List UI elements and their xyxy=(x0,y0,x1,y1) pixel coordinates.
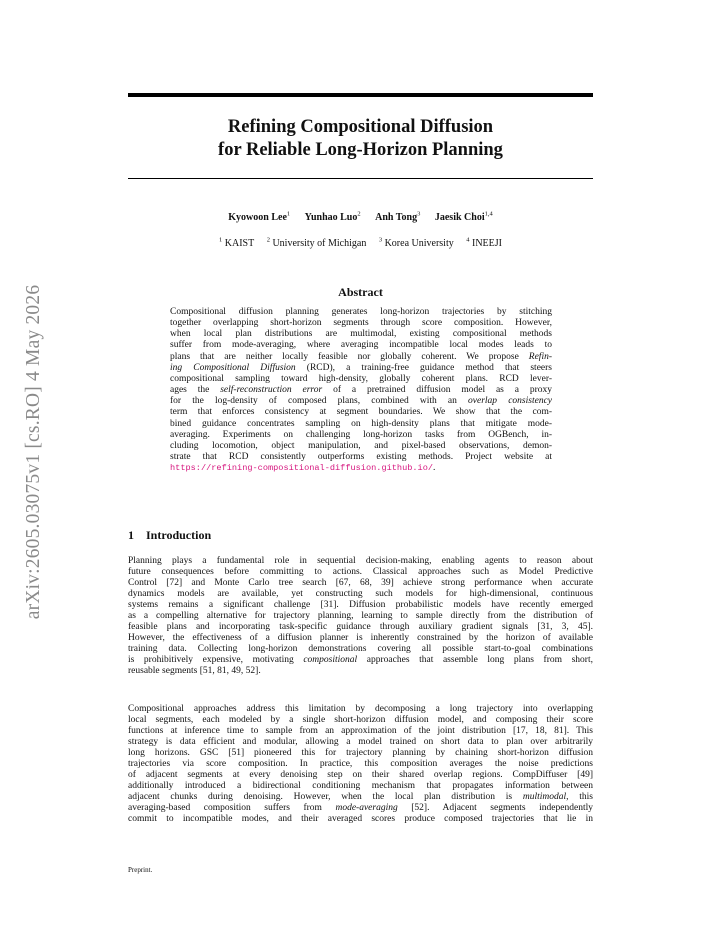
abstract-line: Compositional diffusion planning generates long-horizon trajectories by stitching xyxy=(170,307,552,317)
paragraph-line: systems remains a significant challenge [31]. Diffusion probabilistic models have recently emerged xyxy=(128,599,593,610)
abstract-line: bined guidance concentrates sampling on high-density plans that mitigate mode- xyxy=(170,418,552,429)
abstract-line xyxy=(170,352,552,363)
abstract-emphasis: Refin- xyxy=(528,351,552,362)
title-line-1: Refining Compositional Diffusion xyxy=(227,117,494,137)
paragraph-line: long horizons. GSC [51] pioneered this for trajectory planning by chaining short-horizon diffusion xyxy=(128,747,593,758)
abstract-text: (RCD), a training-free guidance method that steers xyxy=(295,362,552,373)
abstract-line: term that enforces consistency at segment boundaries. We show that the com- xyxy=(170,407,552,418)
affiliation-list xyxy=(128,237,593,249)
abstract-emphasis: self-reconstruction error xyxy=(220,385,323,396)
paragraph-text: is prohibitively expensive, motivating xyxy=(128,654,304,665)
arxiv-sidebar xyxy=(0,0,60,932)
author-affil-mark: 3 xyxy=(417,211,421,218)
abstract-line: strate that RCD consistently outperforms existing methods. Project website at xyxy=(170,452,552,463)
author xyxy=(375,212,420,223)
author xyxy=(305,212,361,223)
section-title: Introduction xyxy=(146,528,212,542)
paragraph-line: Control [72] and Monte Carlo tree search [67, 68, 39] achieve strong performance when accurate xyxy=(128,577,593,588)
affil-name: Korea University xyxy=(384,238,454,250)
affil-mark: 3 xyxy=(378,237,383,244)
abstract-line: cluding locomotion, object manipulation, and pixel-based observations, demon- xyxy=(170,440,552,451)
intro-paragraph-1 xyxy=(128,556,593,676)
author-name: Kyowoon Lee xyxy=(228,212,287,224)
abstract-text: . xyxy=(433,463,436,474)
paragraph-line: trajectories via score composition. In practice, this composition averages the noise predictions xyxy=(128,758,593,769)
affiliation xyxy=(379,238,454,249)
author xyxy=(435,212,493,223)
paragraph-line: strategy is data efficient and modular, allowing a model trained on short data to plan over arbitrarily xyxy=(128,736,593,747)
author xyxy=(228,212,290,223)
abstract-text: plans that are neither locally feasible nor globally coherent. We propose xyxy=(170,351,529,362)
section-heading xyxy=(128,528,211,543)
abstract-text: ages the xyxy=(170,385,221,396)
author-name: Anh Tong xyxy=(375,212,418,224)
paragraph-text: [52]. Adjacent segments independently xyxy=(397,802,593,813)
preprint-footer: Preprint. xyxy=(128,866,153,874)
section-number: 1 xyxy=(128,528,134,542)
paragraph-line: additionally introduced a bidirectional conditioning mechanism that propagates information between xyxy=(128,780,593,791)
intro-paragraph-2 xyxy=(128,704,593,824)
author-affil-mark: 1 xyxy=(286,211,291,218)
paragraph-line: feasible plans and incorporating task-specific guidance through auxiliary gradient signals [31, 3, 45]. xyxy=(128,621,593,632)
paragraph-text: approaches that assemble long plans from short, xyxy=(357,654,593,665)
abstract-line: when local plan distributions are multimodal, existing compositional methods xyxy=(170,329,552,340)
abstract-body xyxy=(170,307,552,474)
paragraph-line: reusable segments [51, 81, 49, 52]. xyxy=(128,665,261,676)
paragraph-emphasis: compositional xyxy=(303,654,358,665)
affil-mark: 2 xyxy=(266,237,270,244)
paragraph-emphasis: mode-averaging xyxy=(335,802,398,813)
paragraph-line: functions at inference time to sample from an approximation of the joint distribution [17, 18, 81]. This xyxy=(128,725,593,736)
paragraph-line: Planning plays a fundamental role in sequential decision-making, enabling agents to reason about xyxy=(128,556,593,566)
author-affil-mark: 2 xyxy=(357,211,361,218)
affiliation xyxy=(267,238,367,249)
affil-mark: 1 xyxy=(219,237,223,244)
paragraph-text: , this xyxy=(566,791,593,802)
paragraph-line xyxy=(128,792,593,803)
affiliation xyxy=(466,238,502,249)
affil-name: INEEJI xyxy=(471,238,502,250)
title-line-2: for Reliable Long-Horizon Planning xyxy=(218,140,503,160)
abstract-line xyxy=(170,363,552,374)
paragraph-emphasis: multimodal xyxy=(522,791,567,802)
arxiv-identifier[interactable]: arXiv:2605.03075v1 [cs.RO] 4 May 2026 xyxy=(23,284,44,620)
paragraph-line: of adjacent segments at every denoising step on their shared overlap regions. CompDiffuser [49] xyxy=(128,769,593,780)
author-name: Yunhao Luo xyxy=(304,212,358,224)
abstract-line: compositional sampling toward high-density, globally coherent plans. RCD lever- xyxy=(170,373,552,384)
paragraph-line: training data. Collecting long-horizon demonstrations covering all possible start-to-goal combinations xyxy=(128,643,593,654)
affiliation xyxy=(219,238,254,249)
paragraph-line xyxy=(128,655,593,666)
author-name: Jaesik Choi xyxy=(434,212,485,224)
paragraph-line: dynamics models are available, yet constructing such models for high-dimensional, continuous xyxy=(128,588,593,599)
abstract-text: of a pretrained diffusion model as a proxy xyxy=(322,385,552,396)
paragraph-line: as a compelling alternative for trajectory planning, learning to sample directly from the distribution of xyxy=(128,610,593,621)
affil-mark: 4 xyxy=(466,237,470,244)
abstract-line: together overlapping short-horizon segments through score composition. However, xyxy=(170,318,552,329)
paper-title xyxy=(128,116,593,162)
abstract-emphasis: overlap consistency xyxy=(468,396,552,407)
paragraph-line: local segments, each modeled by a single short-horizon diffusion model, and composing their score xyxy=(128,714,593,725)
abstract-line xyxy=(170,396,552,407)
abstract-line: suffer from mode-averaging, where averaging incompatible local modes leads to xyxy=(170,340,552,351)
abstract-emphasis: ing Compositional Diffusion xyxy=(170,362,296,373)
paragraph-line: commit to incompatible modes, and their averaged scores produce composed trajectories that lie in xyxy=(128,813,593,824)
title-bottom-rule xyxy=(128,178,593,179)
affil-name: KAIST xyxy=(224,238,255,250)
abstract-heading: Abstract xyxy=(338,285,383,299)
author-list xyxy=(128,211,593,223)
paragraph-line: future consequences before committing to actions. Classical approaches such as Model Predictive xyxy=(128,566,593,577)
project-website-link[interactable]: https://refining-compositional-diffusion.github.io/ xyxy=(170,463,434,474)
abstract-line xyxy=(170,463,552,474)
author-affil-mark: 1,4 xyxy=(484,211,493,218)
abstract-line xyxy=(170,385,552,396)
paragraph-line: Compositional approaches address this limitation by decomposing a long trajectory into overlapping xyxy=(128,704,593,714)
affil-name: University of Michigan xyxy=(272,238,367,250)
abstract-text: for the log-density of composed plans, combined with an xyxy=(170,396,469,407)
paragraph-line xyxy=(128,803,593,814)
abstract-line: averaging. Experiments on challenging long-horizon tasks from OGBench, in- xyxy=(170,429,552,440)
paragraph-text: averaging-based composition suffers from xyxy=(128,802,336,813)
paragraph-line: However, the effectiveness of a diffusion planner is inherently constrained by the horizon of available xyxy=(128,632,593,643)
title-top-rule xyxy=(128,93,593,97)
paragraph-text: adjacent chunks during denoising. However, when the local plan distribution is xyxy=(128,791,523,802)
